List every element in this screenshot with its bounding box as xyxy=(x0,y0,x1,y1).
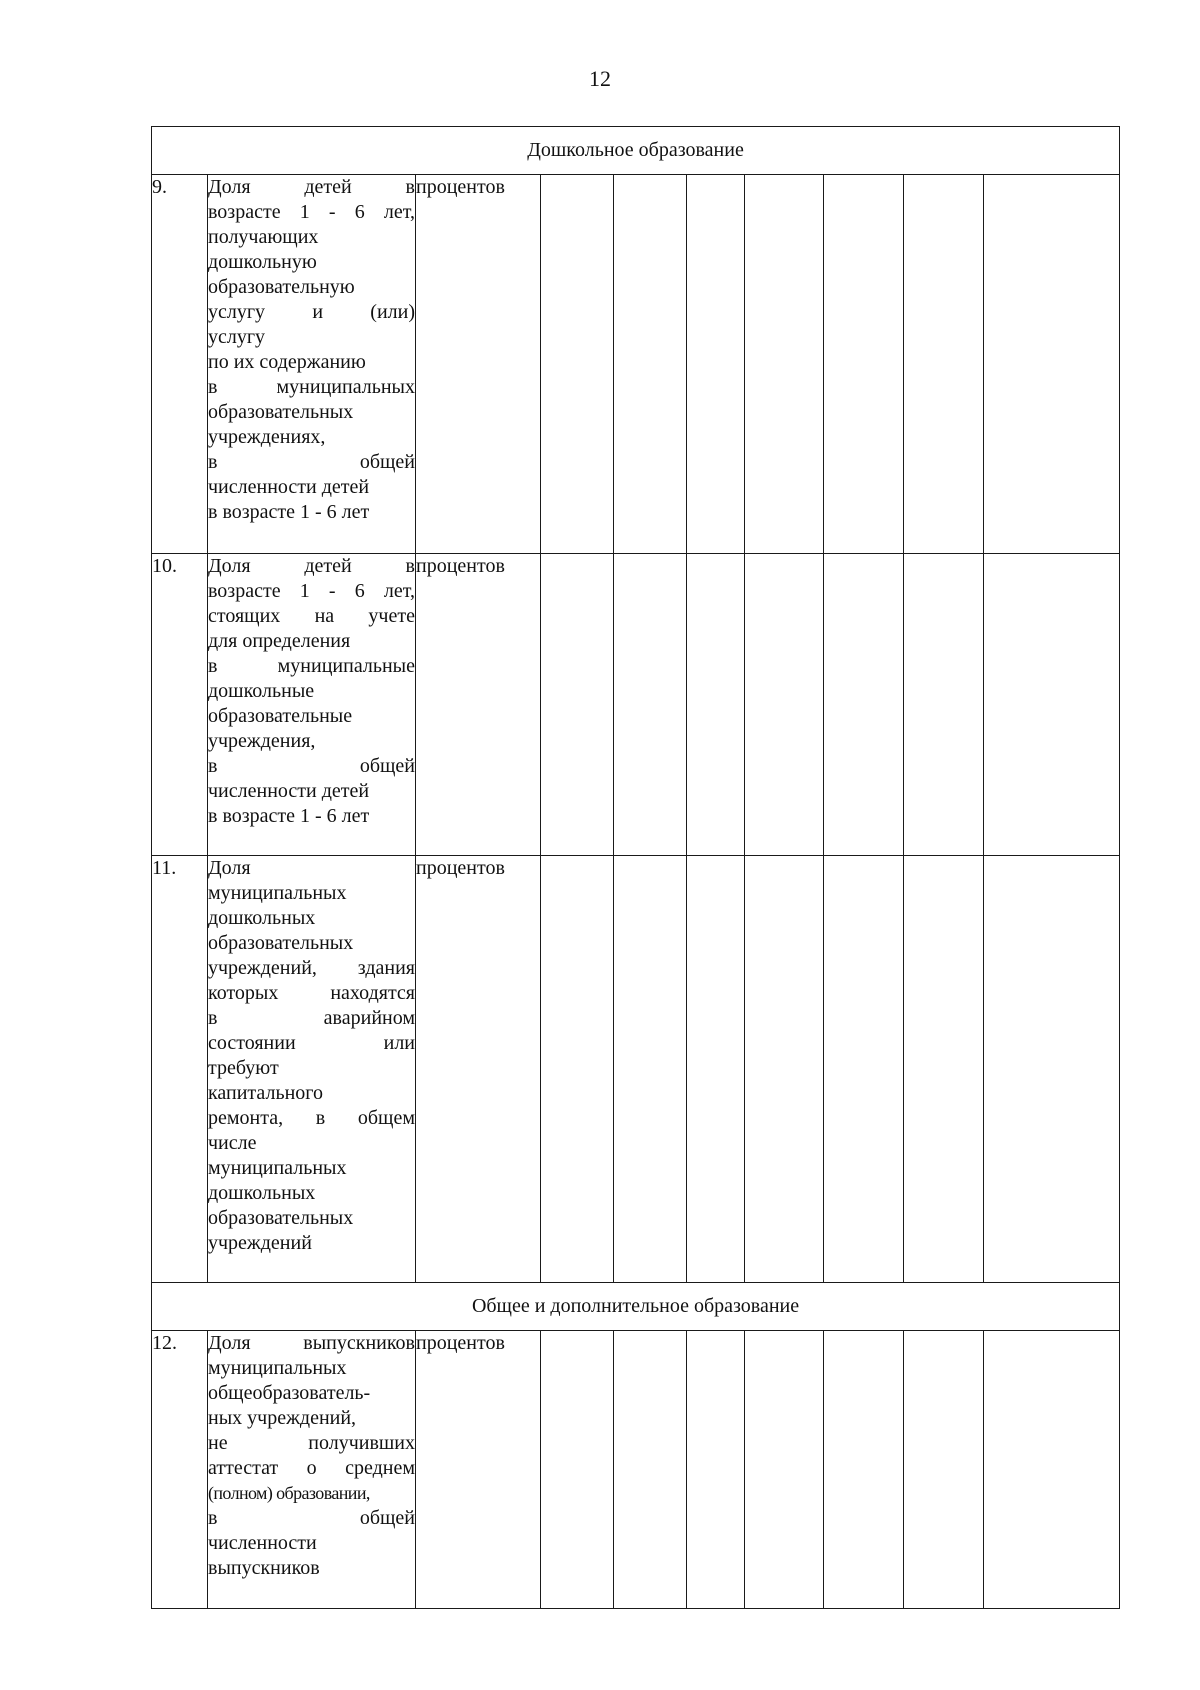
indicator-line: ных учреждений, xyxy=(208,1407,357,1429)
unit-of-measure: процентов xyxy=(416,175,541,554)
value-cell xyxy=(614,554,687,856)
value-cell xyxy=(984,554,1120,856)
indicator-line: для определения xyxy=(208,630,351,652)
row-number: 9. xyxy=(152,175,208,554)
indicator-line: возрасте 1 - 6 лет, xyxy=(208,580,415,602)
indicator-line: учреждений xyxy=(208,1232,312,1254)
value-cell xyxy=(824,856,904,1283)
value-cell xyxy=(687,856,745,1283)
unit-of-measure: процентов xyxy=(416,1331,541,1609)
value-cell xyxy=(687,1331,745,1609)
value-cell xyxy=(824,1331,904,1609)
value-cell xyxy=(984,1331,1120,1609)
indicator-name xyxy=(208,856,416,1283)
indicator-line: численности xyxy=(208,1532,317,1554)
unit-of-measure: процентов xyxy=(416,856,541,1283)
indicator-line: Доля детей в xyxy=(208,176,415,198)
indicator-line: численности детей xyxy=(208,476,370,498)
indicator-line: не получивших xyxy=(208,1432,415,1454)
indicator-line: дошкольные xyxy=(208,680,315,702)
indicator-name xyxy=(208,554,416,856)
indicators-table xyxy=(151,126,1120,1609)
value-cell xyxy=(984,856,1120,1283)
value-cell xyxy=(824,554,904,856)
value-cell xyxy=(745,175,824,554)
indicator-line: учреждения, xyxy=(208,730,316,752)
table-row xyxy=(152,554,1120,856)
indicator-line: (полном) образовании, xyxy=(208,1483,370,1503)
indicator-line: дошкольных xyxy=(208,907,316,929)
indicator-line: образовательную xyxy=(208,276,355,298)
indicator-line: аттестат о среднем xyxy=(208,1457,415,1479)
indicator-line: капитального xyxy=(208,1082,323,1104)
value-cell xyxy=(687,554,745,856)
indicator-line: в аварийном xyxy=(208,1007,415,1029)
indicator-line: ремонта, в общем xyxy=(208,1107,415,1129)
indicator-name xyxy=(208,175,416,554)
indicator-line: стоящих на учете xyxy=(208,605,415,627)
value-cell xyxy=(687,175,745,554)
indicator-line: образовательных xyxy=(208,1207,354,1229)
indicator-line: в общей xyxy=(208,451,415,473)
row-number: 11. xyxy=(152,856,208,1283)
indicator-line: в общей xyxy=(208,1507,415,1529)
value-cell xyxy=(541,1331,614,1609)
indicator-line: в возрасте 1 - 6 лет xyxy=(208,501,370,523)
indicator-line: Доля детей в xyxy=(208,555,415,577)
value-cell xyxy=(745,1331,824,1609)
indicator-line: в муниципальные xyxy=(208,655,415,677)
value-cell xyxy=(904,554,984,856)
indicator-line: возрасте 1 - 6 лет, xyxy=(208,201,415,223)
indicator-line: учреждений, здания xyxy=(208,957,415,979)
indicator-name xyxy=(208,1331,416,1609)
indicator-line: численности детей xyxy=(208,780,370,802)
value-cell xyxy=(745,856,824,1283)
indicator-line: общеобразователь- xyxy=(208,1382,371,1404)
value-cell xyxy=(984,175,1120,554)
value-cell xyxy=(541,856,614,1283)
indicator-line: требуют xyxy=(208,1057,279,1079)
indicator-line: образовательных xyxy=(208,401,354,423)
section-title: Дошкольное образование xyxy=(152,127,1120,175)
value-cell xyxy=(541,175,614,554)
indicator-line: дошкольную xyxy=(208,251,317,273)
table-row xyxy=(152,175,1120,554)
indicator-line: числе xyxy=(208,1132,257,1154)
value-cell xyxy=(614,175,687,554)
page-number: 12 xyxy=(589,66,611,91)
indicator-line: состоянии или xyxy=(208,1032,415,1054)
indicator-line: учреждениях, xyxy=(208,426,326,448)
section-header-row xyxy=(152,127,1120,175)
value-cell xyxy=(824,175,904,554)
unit-of-measure: процентов xyxy=(416,554,541,856)
indicator-line: муниципальных xyxy=(208,1357,347,1379)
indicator-line: выпускников xyxy=(208,1557,320,1579)
indicator-line: муниципальных xyxy=(208,882,347,904)
indicator-line: которых находятся xyxy=(208,982,415,1004)
indicator-line: Доля выпускников xyxy=(208,1332,415,1354)
value-cell xyxy=(904,1331,984,1609)
section-title: Общее и дополнительное образование xyxy=(152,1283,1120,1331)
value-cell xyxy=(541,554,614,856)
indicator-line: образовательных xyxy=(208,932,354,954)
indicator-line: Доля xyxy=(208,857,251,879)
indicator-line: дошкольных xyxy=(208,1182,316,1204)
indicator-line: образовательные xyxy=(208,705,353,727)
value-cell xyxy=(904,175,984,554)
table-body xyxy=(152,127,1120,1609)
table-row xyxy=(152,1331,1120,1609)
row-number: 12. xyxy=(152,1331,208,1609)
value-cell xyxy=(904,856,984,1283)
indicator-line: услугу и (или) xyxy=(208,301,415,323)
indicator-line: в муниципальных xyxy=(208,376,415,398)
value-cell xyxy=(614,856,687,1283)
value-cell xyxy=(614,1331,687,1609)
indicator-line: по их содержанию xyxy=(208,351,366,373)
table-row xyxy=(152,856,1120,1283)
indicator-line: в возрасте 1 - 6 лет xyxy=(208,805,370,827)
row-number: 10. xyxy=(152,554,208,856)
indicator-line: в общей xyxy=(208,755,415,777)
value-cell xyxy=(745,554,824,856)
indicator-line: муниципальных xyxy=(208,1157,347,1179)
section-header-row xyxy=(152,1283,1120,1331)
indicator-line: получающих xyxy=(208,226,319,248)
indicator-line: услугу xyxy=(208,326,266,348)
